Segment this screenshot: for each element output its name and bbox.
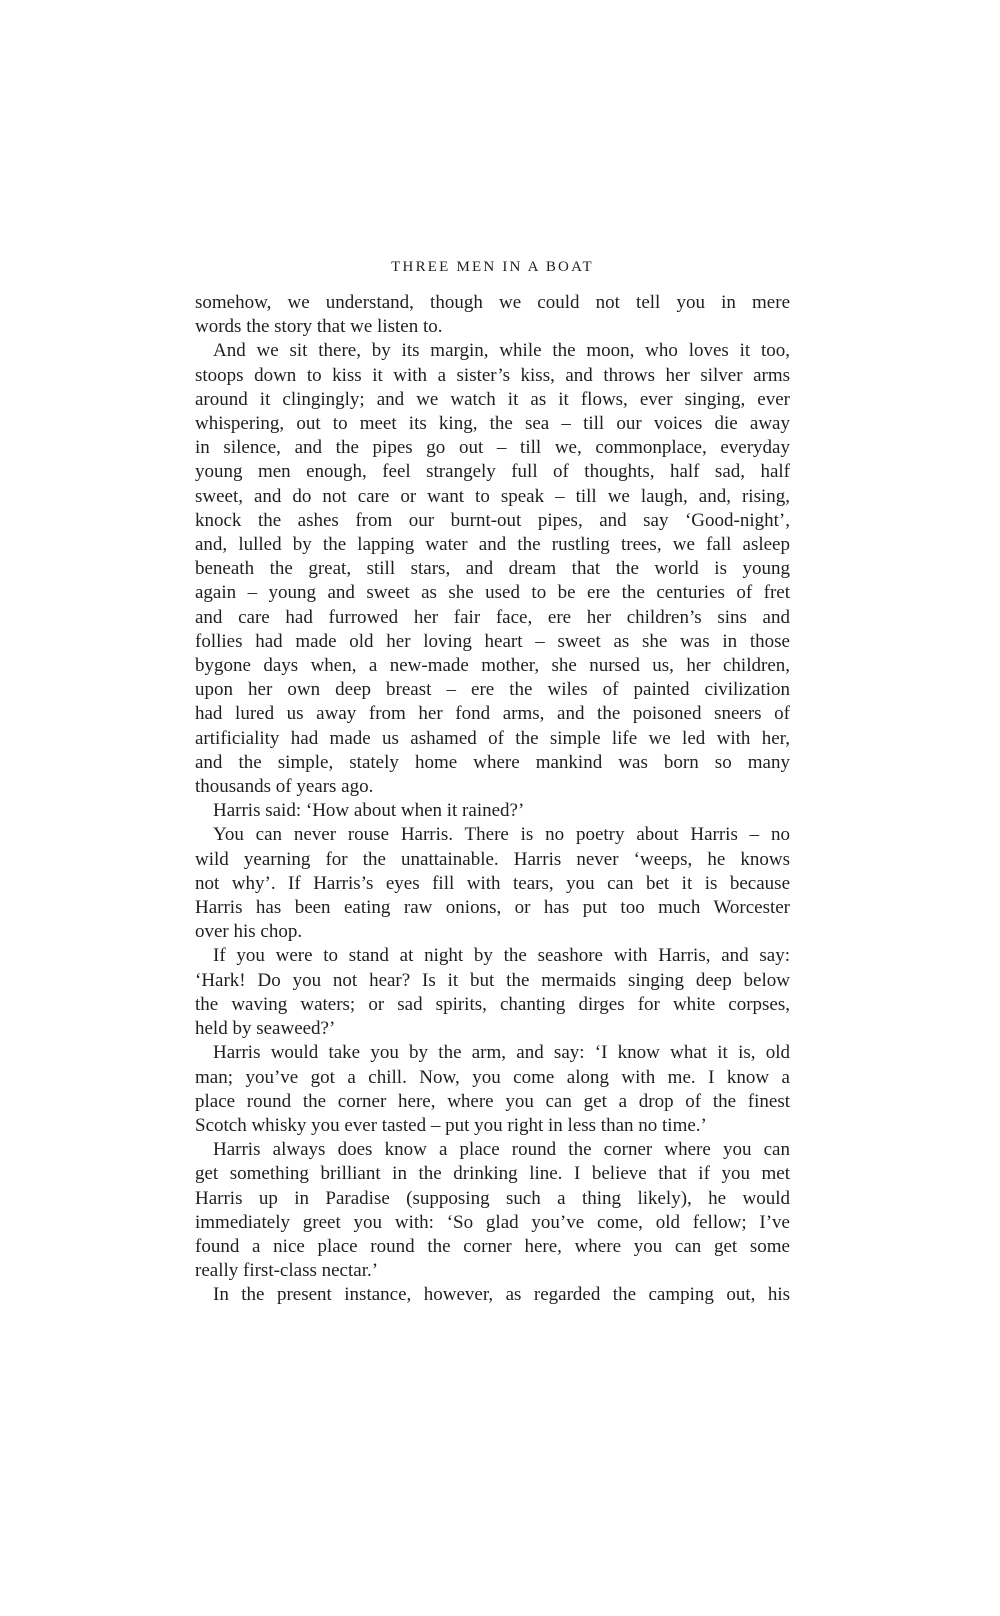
text-line: upon her own deep breast – ere the wiles of painted civilization	[195, 679, 790, 701]
text-line: really first-class nectar.’	[195, 1260, 379, 1282]
text-line: whispering, out to meet its king, the sea – till our voices die away	[195, 413, 790, 435]
text-line: and the simple, stately home where mankind was born so many	[195, 751, 790, 773]
text-line: held by seaweed?’	[195, 1018, 336, 1040]
text-line: stoops down to kiss it with a sister’s kiss, and throws her silver arms	[195, 364, 790, 386]
text-line: man; you’ve got a chill. Now, you come along with me. I know a	[195, 1066, 790, 1088]
text-line: If you were to stand at night by the seashore with Harris, and say:	[213, 945, 790, 967]
text-line: You can never rouse Harris. There is no poetry about Harris – no	[213, 824, 790, 846]
text-line: artificiality had made us ashamed of the simple life we led with her,	[195, 727, 790, 749]
text-line: thousands of years ago.	[195, 776, 374, 798]
text-line: had lured us away from her fond arms, and the poisoned sneers of	[195, 703, 790, 725]
text-line: wild yearning for the unattainable. Harris never ‘weeps, he knows	[195, 848, 790, 870]
text-line: found a nice place round the corner here, where you can get some	[195, 1235, 790, 1257]
text-line: young men enough, feel strangely full of thoughts, half sad, half	[195, 461, 790, 483]
text-line: the waving waters; or sad spirits, chanting dirges for white corpses,	[195, 993, 790, 1015]
text-line: ‘Hark! Do you not hear? Is it but the mermaids singing deep below	[195, 969, 790, 991]
paragraph	[195, 1041, 790, 1138]
text-line: over his chop.	[195, 921, 303, 943]
paragraph	[195, 823, 790, 944]
text-line: Harris up in Paradise (supposing such a thing likely), he would	[195, 1187, 790, 1209]
body-text	[195, 291, 790, 1308]
text-line: and care had furrowed her fair face, ere her children’s sins and	[195, 606, 790, 628]
text-line: and, lulled by the lapping water and the rustling trees, we fall asleep	[195, 534, 790, 556]
text-line: knock the ashes from our burnt-out pipes, and say ‘Good-night’,	[195, 509, 790, 531]
text-line: in silence, and the pipes go out – till we, commonplace, everyday	[195, 437, 790, 459]
text-line: Harris said: ‘How about when it rained?’	[213, 800, 525, 822]
paragraph	[195, 1138, 790, 1283]
text-line: follies had made old her loving heart – sweet as she was in those	[195, 630, 790, 652]
text-line: Scotch whisky you ever tasted – put you right in less than no time.’	[195, 1114, 707, 1136]
text-line: place round the corner here, where you can get a drop of the finest	[195, 1090, 790, 1112]
paragraph	[195, 799, 790, 823]
text-line: beneath the great, still stars, and dream that the world is young	[195, 558, 790, 580]
text-line: immediately greet you with: ‘So glad you’ve come, old fellow; I’ve	[195, 1211, 790, 1233]
paragraph	[195, 944, 790, 1041]
text-line: bygone days when, a new-made mother, she nursed us, her children,	[195, 655, 790, 677]
paragraph	[195, 339, 790, 799]
text-line: words the story that we listen to.	[195, 316, 443, 338]
text-line: In the present instance, however, as regarded the camping out, his	[213, 1284, 790, 1306]
text-line: And we sit there, by its margin, while the moon, who loves it too,	[213, 340, 790, 362]
text-line: Harris would take you by the arm, and say: ‘I know what it is, old	[213, 1042, 790, 1064]
text-line: around it clingingly; and we watch it as it flows, ever singing, ever	[195, 388, 790, 410]
text-line: Harris always does know a place round the corner where you can	[213, 1139, 790, 1161]
text-line: not why’. If Harris’s eyes fill with tears, you can bet it is because	[195, 872, 790, 894]
text-line: somehow, we understand, though we could not tell you in mere	[195, 292, 790, 313]
paragraph	[195, 291, 790, 339]
text-line: get something brilliant in the drinking line. I believe that if you met	[195, 1163, 790, 1185]
text-line: Harris has been eating raw onions, or has put too much Worcester	[195, 897, 790, 919]
paragraph	[195, 1283, 790, 1307]
text-line: again – young and sweet as she used to be ere the centuries of fret	[195, 582, 790, 604]
text-line: sweet, and do not care or want to speak – till we laugh, and, rising,	[195, 485, 790, 507]
running-head: THREE MEN IN A BOAT	[391, 259, 594, 275]
